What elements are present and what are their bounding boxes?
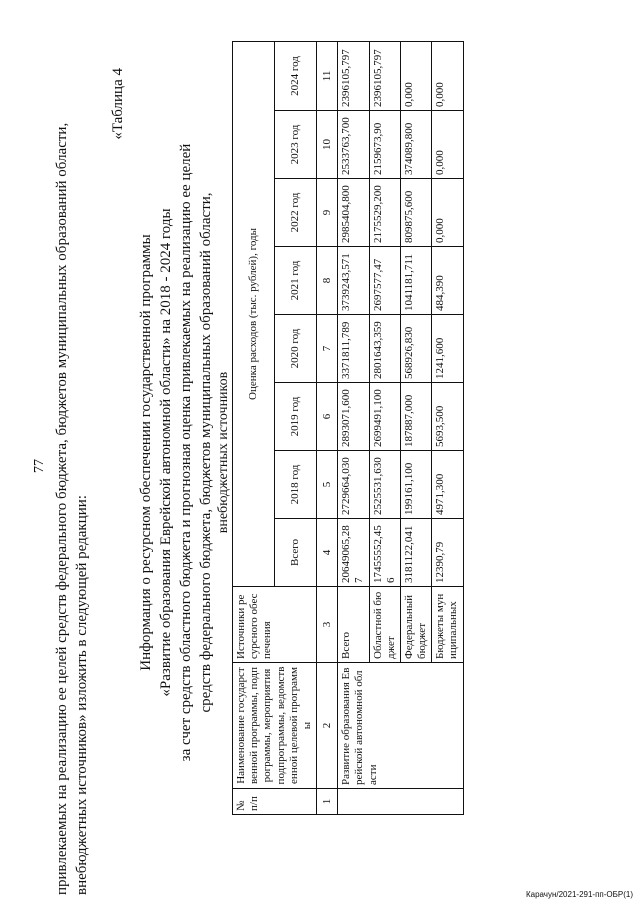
source-cell: Всего (338, 587, 369, 663)
title-line-3: за счет средств областного бюджета и прогнозная оценка привлекаемых на реализацию ее целей (178, 143, 194, 762)
program-name-cell: Развитие образования Еврейской автономной области (338, 663, 464, 789)
header-estimate: Оценка расходов (тыс. рублей), годы (233, 41, 275, 586)
column-number: 8 (317, 247, 338, 315)
column-number: 6 (317, 383, 338, 451)
value-cell: 2533763,700 (338, 111, 369, 179)
value-cell: 0,000 (432, 179, 463, 247)
column-number: 1 (317, 789, 338, 815)
value-cell: 2697577,47 (369, 247, 400, 315)
value-cell: 199161,100 (400, 451, 431, 519)
table-row (338, 41, 369, 814)
resource-table-container (232, 42, 464, 815)
header-year-2024: 2024 год (275, 41, 317, 110)
value-cell: 2396105,797 (369, 41, 400, 110)
total-cell: 17455552,456 (369, 519, 400, 587)
title-line-5: внебюджетных источников (216, 371, 231, 534)
header-row-1 (233, 41, 275, 814)
header-year-2019: 2019 год (275, 383, 317, 451)
header-year-2021: 2021 год (275, 247, 317, 315)
total-cell: 20649065,287 (338, 519, 369, 587)
value-cell: 2699491,100 (369, 383, 400, 451)
value-cell: 2159673,90 (369, 111, 400, 179)
value-cell: 3371811,789 (338, 315, 369, 383)
source-cell: Областной бюджет (369, 587, 400, 663)
source-cell: Бюджеты муниципальных (432, 587, 463, 663)
resource-table (232, 41, 464, 815)
value-cell: 2985404,800 (338, 179, 369, 247)
value-cell: 5693,500 (432, 383, 463, 451)
value-cell: 484,390 (432, 247, 463, 315)
document-footer-code: Карачун/2021-291-пп-ОБР(1) (525, 890, 633, 899)
value-cell: 1241,600 (432, 315, 463, 383)
value-cell: 187887,000 (400, 383, 431, 451)
header-num: № п/п (233, 789, 317, 815)
column-number: 5 (317, 451, 338, 519)
column-number: 2 (317, 663, 338, 789)
value-cell: 4971,300 (432, 451, 463, 519)
value-cell: 0,000 (432, 41, 463, 110)
value-cell: 2396105,797 (338, 41, 369, 110)
column-number: 3 (317, 587, 338, 663)
header-year-2018: 2018 год (275, 451, 317, 519)
column-number: 4 (317, 519, 338, 587)
header-name: Наименование государственной программы, подпрограммы, мероприятия подпрограммы, ведомственной целевой программы (233, 663, 317, 789)
intro-line-2: внебюджетных источников» изложить в следующей редакции: (74, 495, 90, 895)
value-cell: 2175529,200 (369, 179, 400, 247)
column-number: 9 (317, 179, 338, 247)
value-cell: 2893071,600 (338, 383, 369, 451)
column-number: 11 (317, 41, 338, 110)
value-cell: 2801643,359 (369, 315, 400, 383)
header-year-2022: 2022 год (275, 179, 317, 247)
value-cell: 1041181,711 (400, 247, 431, 315)
total-cell: 12390,79 (432, 519, 463, 587)
page-number: 77 (32, 459, 47, 473)
header-year-2023: 2023 год (275, 111, 317, 179)
table-tag: «Таблица 4 (110, 68, 126, 140)
value-cell: 3739243,571 (338, 247, 369, 315)
value-cell: 568926,830 (400, 315, 431, 383)
value-cell: 2525531,630 (369, 451, 400, 519)
value-cell: 0,000 (432, 111, 463, 179)
source-cell: Федеральный бюджет (400, 587, 431, 663)
total-cell: 3181122,041 (400, 519, 431, 587)
value-cell: 809875,600 (400, 179, 431, 247)
column-number-row (317, 41, 338, 814)
title-line-4: средств федерального бюджета, бюджетов муниципальных образований области, (198, 192, 214, 713)
title-line-2: «Развитие образования Еврейской автономной области» на 2018 - 2024 годы (158, 208, 174, 697)
column-number: 10 (317, 111, 338, 179)
column-number: 7 (317, 315, 338, 383)
header-total: Всего (275, 519, 317, 587)
value-cell: 374089,800 (400, 111, 431, 179)
intro-line-1: привлекаемых на реализацию ее целей средств федерального бюджета, бюджетов муниципальных образований области, (54, 122, 70, 895)
header-year-2020: 2020 год (275, 315, 317, 383)
header-source: Источники ресурсного обеспечения (233, 587, 317, 663)
title-line-1: Информация о ресурсном обеспечении государственной программы (138, 234, 154, 671)
row-number-cell (338, 789, 464, 815)
value-cell: 0,000 (400, 41, 431, 110)
value-cell: 2729664,030 (338, 451, 369, 519)
